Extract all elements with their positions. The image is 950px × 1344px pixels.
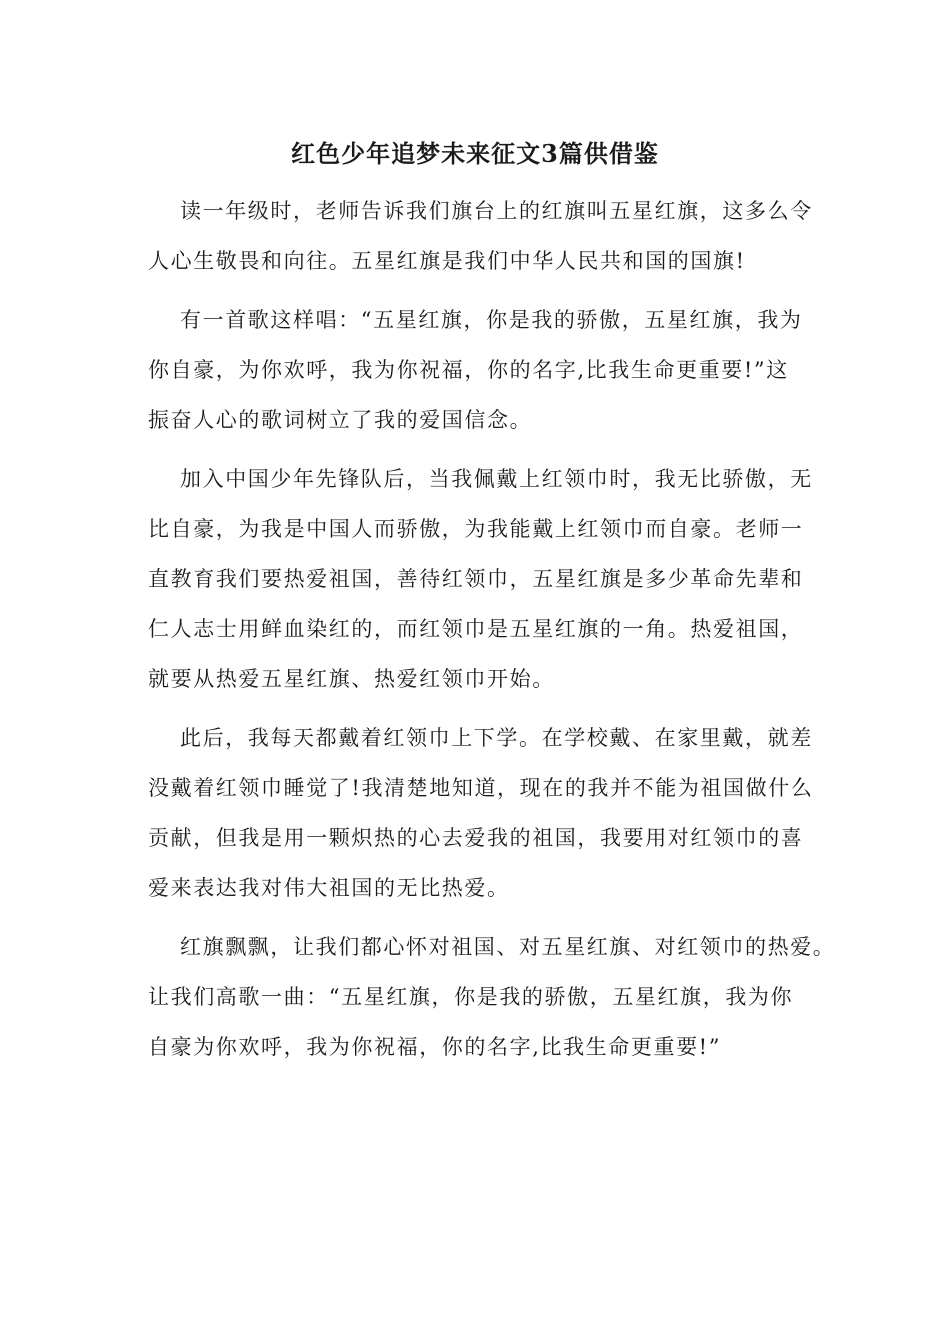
paragraph-3-line-5: 就要从热爱五星红旗、热爱红领巾开始。 [148, 667, 555, 691]
paragraph-3-line-4: 仁人志士用鲜血染红的，而红领巾是五星红旗的一角。热爱祖国， [148, 617, 804, 641]
paragraph-4-line-2: 没戴着红领巾睡觉了!我清楚地知道，现在的我并不能为祖国做什么 [148, 776, 814, 800]
paragraph-1-line-1: 读一年级时，老师告诉我们旗台上的红旗叫五星红旗，这多么令 [180, 199, 813, 223]
paragraph-5-line-2: 让我们高歌一曲：“五星红旗，你是我的骄傲，五星红旗，我为你 [148, 985, 794, 1009]
paragraph-1-line-2: 人心生敬畏和向往。五星红旗是我们中华人民共和国的国旗! [148, 249, 746, 273]
paragraph-5-line-1: 红旗飘飘，让我们都心怀对祖国、对五星红旗、对红领巾的热爱。 [180, 935, 836, 959]
paragraph-3-line-2: 比自豪，为我是中国人而骄傲，为我能戴上红领巾而自豪。老师一 [148, 517, 804, 541]
paragraph-3-line-1: 加入中国少年先锋队后，当我佩戴上红领巾时，我无比骄傲，无 [180, 467, 813, 491]
paragraph-5-line-3: 自豪为你欢呼，我为你祝福，你的名字,比我生命更重要!” [148, 1035, 722, 1059]
paragraph-3-line-3: 直教育我们要热爱祖国，善待红领巾，五星红旗是多少革命先辈和 [148, 567, 804, 591]
document-title: 红色少年追梦未来征文3篇供借鉴 [291, 139, 659, 168]
paragraph-2-line-1: 有一首歌这样唱：“五星红旗，你是我的骄傲，五星红旗，我为 [180, 308, 803, 332]
paragraph-2-line-2: 你自豪，为你欢呼，我为你祝福，你的名字,比我生命更重要!”这 [148, 358, 789, 382]
paragraph-4-line-4: 爱来表达我对伟大祖国的无比热爱。 [148, 876, 510, 900]
paragraph-4-line-1: 此后，我每天都戴着红领巾上下学。在学校戴、在家里戴，就差 [180, 726, 813, 750]
paragraph-2-line-3: 振奋人心的歌词树立了我的爱国信念。 [148, 408, 533, 432]
paragraph-4-line-3: 贡献，但我是用一颗炽热的心去爱我的祖国，我要用对红领巾的喜 [148, 826, 804, 850]
